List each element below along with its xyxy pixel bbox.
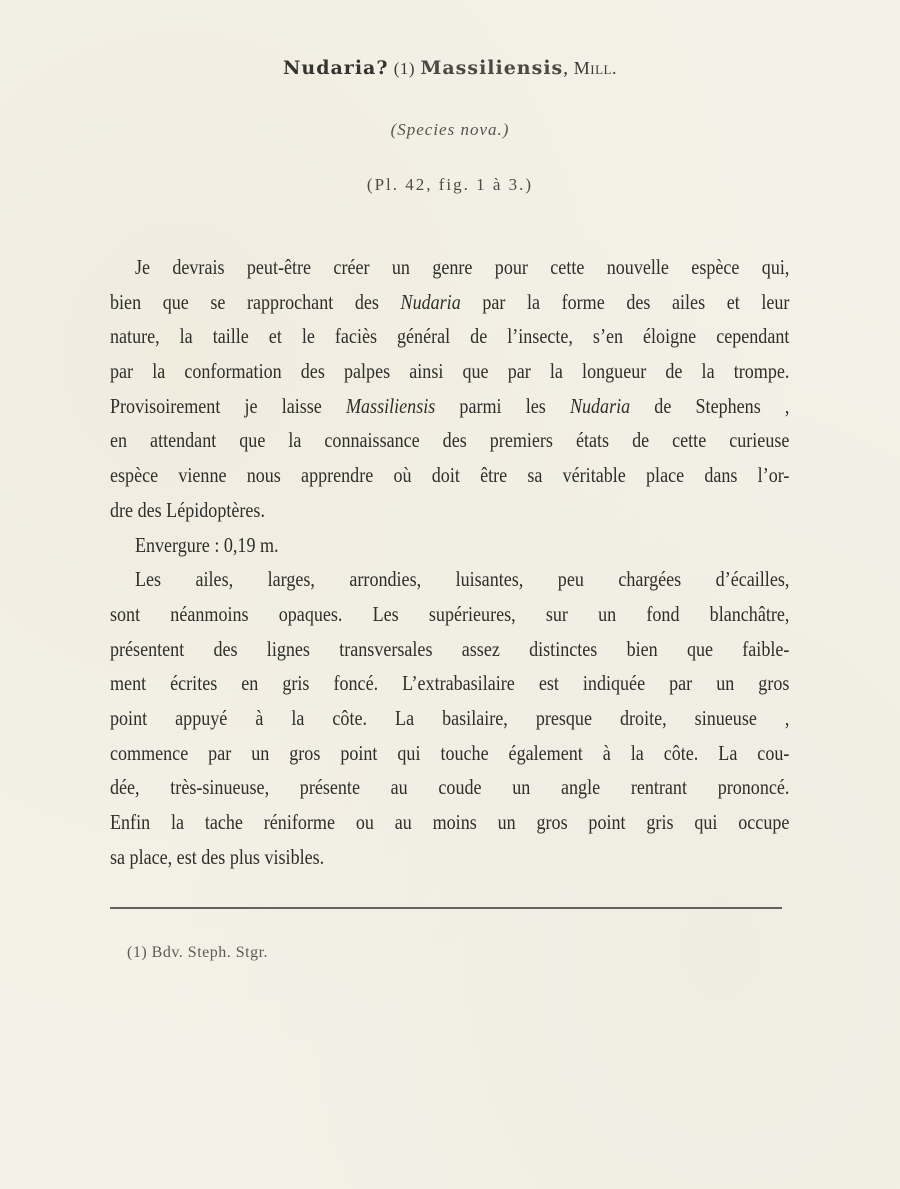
line-text: par la conformation des palpes ainsi que par la longueur de la trompe. xyxy=(110,359,790,384)
line-text: espèce vienne nous apprendre où doit être sa véritable place dans l’or- xyxy=(110,463,790,488)
text-line xyxy=(110,770,789,805)
line-text: Je devrais peut-être créer un genre pour cette nouvelle espèce qui, xyxy=(134,255,790,279)
line-text: par la forme des ailes et leur xyxy=(460,289,790,314)
wingspan-text: Envergure : 0,19 m. xyxy=(134,532,279,557)
line-text: en attendant que la connaissance des premiers états de cette curieuse xyxy=(110,428,790,453)
line-text: Les ailes, larges, arrondies, luisantes, peu chargées d’écailles, xyxy=(134,567,790,592)
text-line xyxy=(110,840,789,875)
line-text: sa place, est des plus visibles. xyxy=(110,844,325,869)
text-line xyxy=(110,319,789,354)
line-text: dre des Lépidoptères. xyxy=(110,497,265,522)
text-line xyxy=(110,389,789,424)
text-line xyxy=(110,736,789,771)
line-text: ment écrites en gris foncé. L’extrabasilaire est indiquée par un gros xyxy=(110,671,790,696)
heading-separator: , xyxy=(563,58,569,79)
line-text: parmi les xyxy=(435,393,570,418)
species-heading xyxy=(0,57,900,80)
line-text: sont néanmoins opaques. Les supérieures, sur un fond blanchâtre, xyxy=(110,601,790,626)
text-line xyxy=(110,250,789,285)
line-text: présentent des lignes transversales assez distinctes bien que faible- xyxy=(110,636,790,661)
text-line xyxy=(110,423,789,458)
text-line xyxy=(110,666,789,701)
text-line xyxy=(110,458,789,493)
line-text: commence par un gros point qui touche également à la côte. La cou- xyxy=(110,740,790,765)
text-line xyxy=(110,701,789,736)
line-text: dée, très-sinueuse, présente au coude un angle rentrant prononcé. xyxy=(110,775,790,800)
line-text: nature, la taille et le faciès général de l’insecte, s’en éloigne cependant xyxy=(110,324,790,349)
text-line xyxy=(110,354,789,389)
text-line xyxy=(110,562,789,597)
footnote-reference[interactable]: (1) xyxy=(393,59,416,78)
text-line xyxy=(110,632,789,667)
description-body xyxy=(110,250,790,874)
line-text: bien que se rapprochant des xyxy=(110,289,401,314)
plate-reference: (Pl. 42, fig. 1 à 3.) xyxy=(366,175,534,194)
text-line xyxy=(110,285,789,320)
text-line xyxy=(110,493,789,528)
wingspan-line xyxy=(110,528,789,563)
genus-italic: Nudaria xyxy=(569,393,631,418)
query-mark: ? xyxy=(376,57,389,79)
species-status: (Species nova.) xyxy=(390,120,510,139)
genus-italic: Nudaria xyxy=(400,289,461,314)
text-line xyxy=(110,805,789,840)
text-line xyxy=(110,597,789,632)
footnote: (1) Bdv. Steph. Stgr. xyxy=(127,944,269,961)
genus-name: Nudaria xyxy=(283,57,377,79)
footnote-divider xyxy=(110,907,782,909)
line-text: de Stephens , xyxy=(630,393,790,418)
line-text: point appuyé à la côte. La basilaire, presque droite, sinueuse , xyxy=(110,705,790,730)
author-abbreviation: Mill. xyxy=(573,58,617,78)
species-name: Massiliensis xyxy=(420,57,564,79)
species-italic: Massiliensis xyxy=(345,393,436,418)
line-text: Enfin la tache réniforme ou au moins un gros point gris qui occupe xyxy=(110,810,790,834)
line-text: Provisoirement je laisse xyxy=(110,393,346,418)
